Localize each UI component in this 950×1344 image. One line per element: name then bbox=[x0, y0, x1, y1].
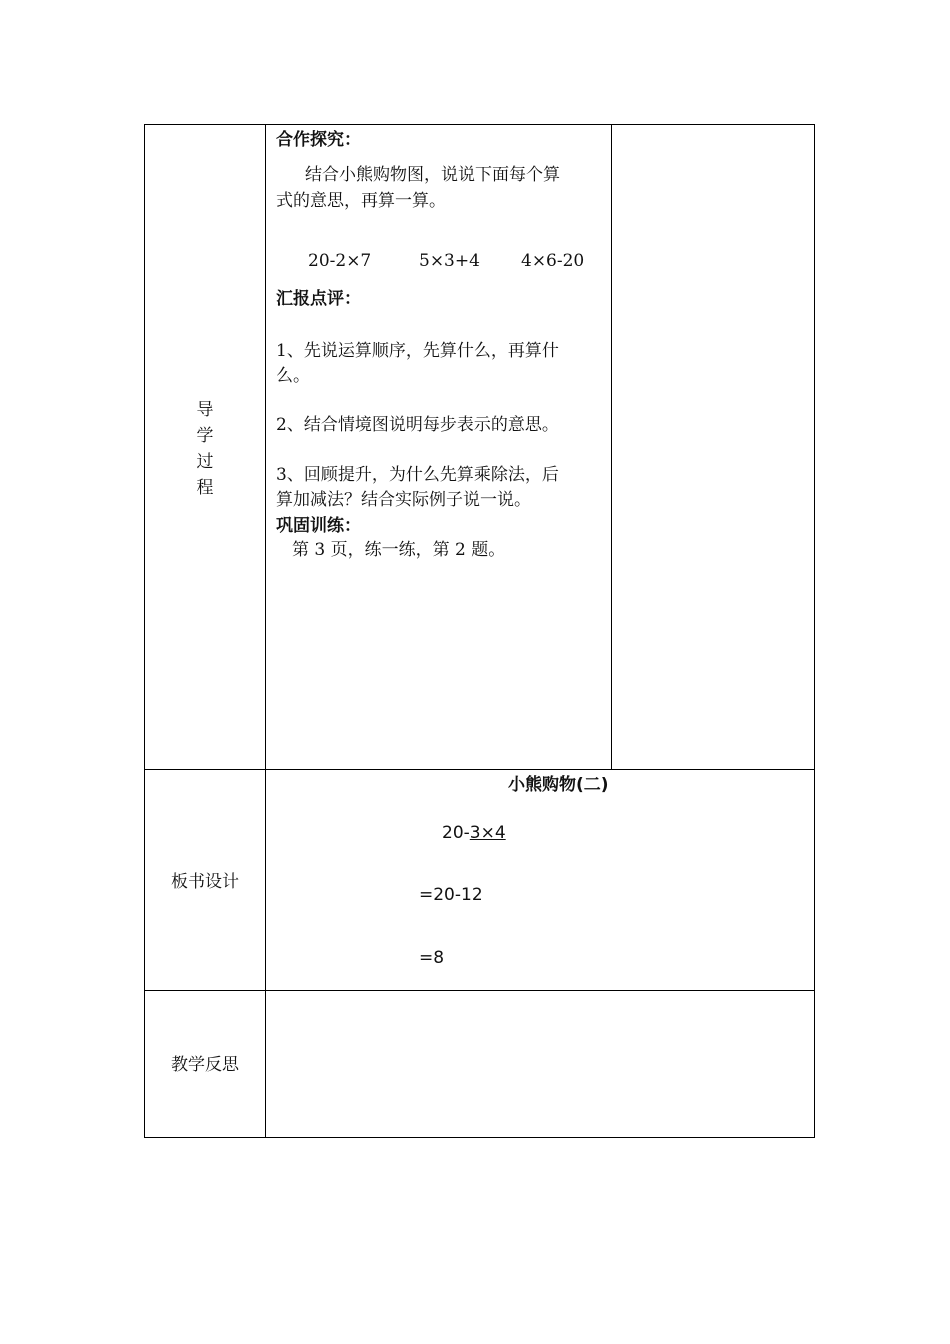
reflection-label: 教学反思 bbox=[171, 1055, 239, 1075]
table-column-divider bbox=[265, 124, 266, 1138]
expression-3: 4×6-20 bbox=[521, 251, 585, 271]
point3-line2: 算加减法？结合实际例子说一说。 bbox=[276, 490, 531, 510]
point2: 2、结合情境图说明每步表示的意思。 bbox=[276, 415, 559, 435]
board-expression bbox=[442, 820, 506, 846]
table-border-left bbox=[144, 124, 145, 1138]
report-heading: 汇报点评： bbox=[276, 289, 361, 309]
expression-2: 5×3+4 bbox=[419, 251, 480, 271]
table-divider-1 bbox=[144, 769, 815, 770]
coop-text-line1: 结合小熊购物图，说说下面每个算 bbox=[305, 165, 560, 185]
process-label-char: 导 bbox=[196, 400, 214, 420]
table-divider-2 bbox=[144, 990, 815, 991]
coop-heading: 合作探究： bbox=[276, 130, 361, 150]
point1-line1: 1、先说运算顺序，先算什么，再算什 bbox=[276, 341, 559, 361]
board-step-2: =8 bbox=[419, 948, 445, 968]
board-label: 板书设计 bbox=[171, 872, 239, 892]
process-label bbox=[145, 397, 265, 501]
process-label-char: 学 bbox=[196, 426, 214, 446]
board-title: 小熊购物(二) bbox=[508, 775, 609, 795]
table-border-right bbox=[814, 124, 815, 1138]
practice-text: 第 3 页，练一练，第 2 题。 bbox=[292, 540, 506, 560]
board-expression-part1: 20- bbox=[442, 823, 470, 843]
coop-text-line2: 式的意思，再算一算。 bbox=[276, 191, 446, 211]
board-step-1: =20-12 bbox=[419, 885, 483, 905]
expression-1: 20-2×7 bbox=[308, 251, 372, 271]
process-label-char: 过 bbox=[196, 452, 214, 472]
process-label-char: 程 bbox=[196, 478, 214, 498]
point3-line1: 3、回顾提升，为什么先算乘除法，后 bbox=[276, 465, 559, 485]
board-expression-part2: 3×4 bbox=[469, 823, 506, 843]
table-border-bottom bbox=[144, 1137, 815, 1138]
table-border-top bbox=[144, 124, 815, 125]
table-notes-divider bbox=[611, 124, 612, 770]
point1-line2: 么。 bbox=[276, 366, 310, 386]
practice-heading: 巩固训练： bbox=[276, 516, 361, 536]
